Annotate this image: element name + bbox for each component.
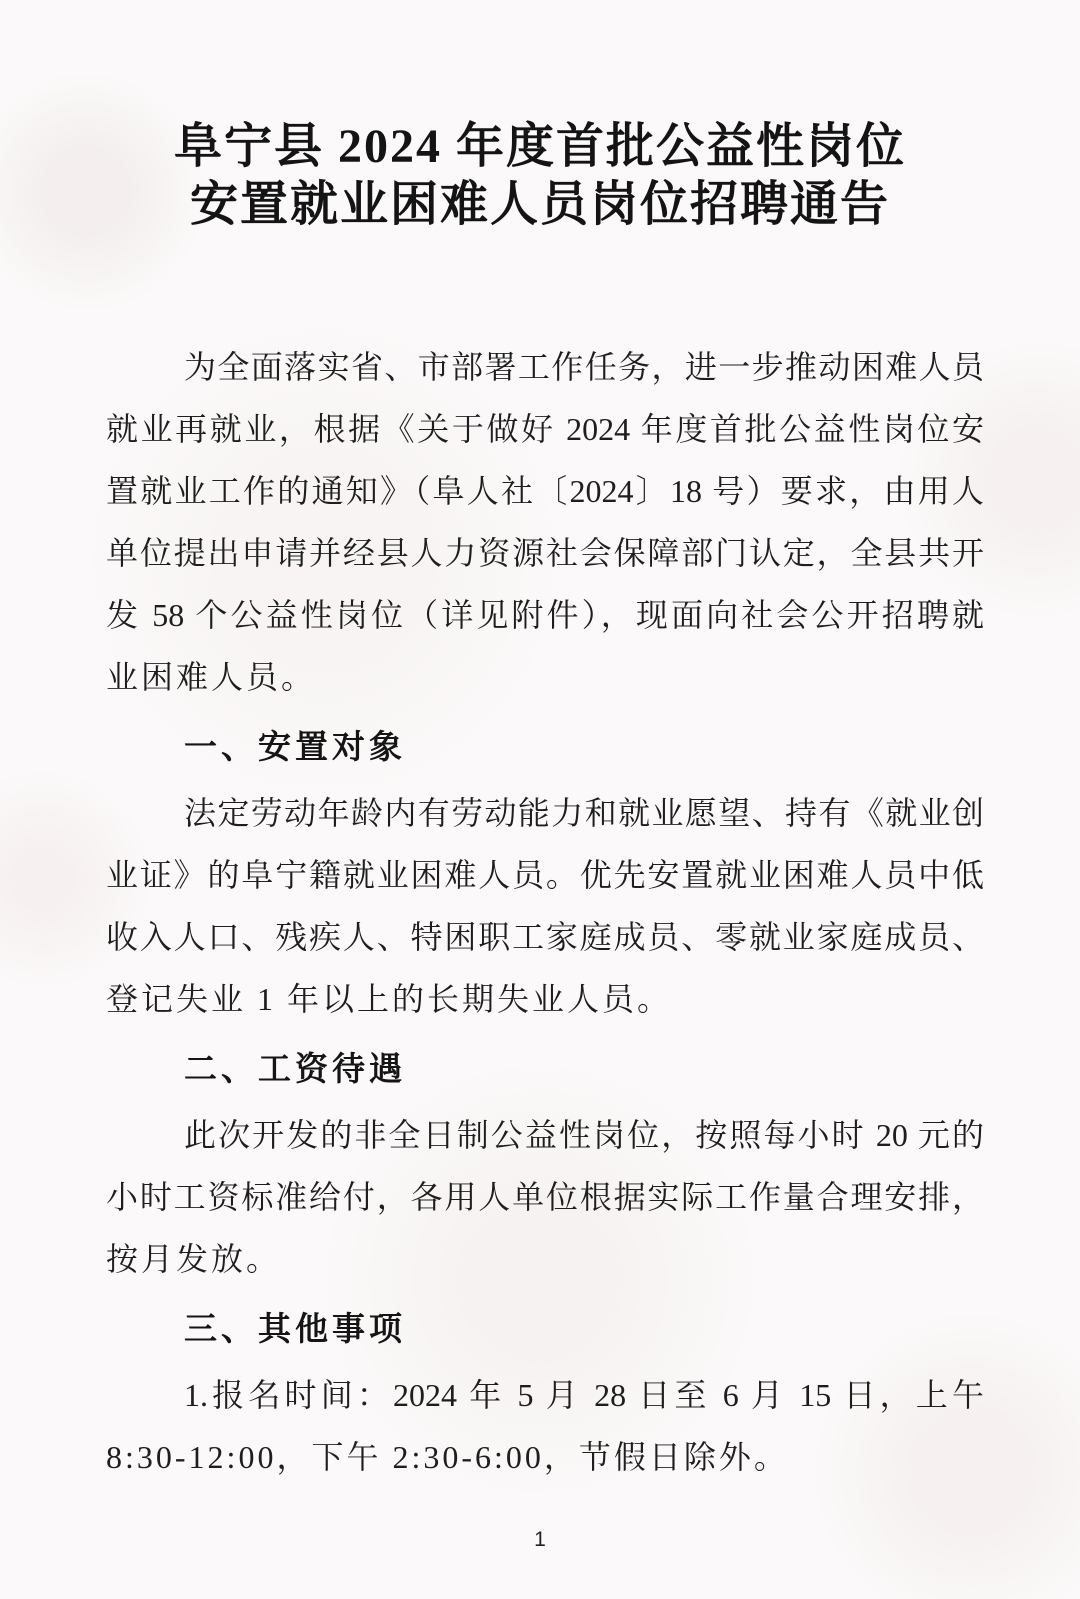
paragraph-other-items <box>106 1364 984 1488</box>
section-heading-2: 二、工资待遇 <box>184 1050 406 1087</box>
paragraph-placement-line-3: 收入人口、残疾人、特困职工家庭成员、零就业家庭成员、 <box>106 919 984 955</box>
paragraph-intro-line-3: 置就业工作的通知》（阜人社〔2024〕18 号）要求，由用人 <box>106 473 984 509</box>
document-body <box>0 336 984 1488</box>
section-heading-3: 三、其他事项 <box>184 1310 406 1347</box>
document-title-line-1: 阜宁县 2024 年度首批公益性岗位 <box>173 120 906 173</box>
paragraph-intro-line-4: 单位提出申请并经县人力资源社会保障部门认定，全县共开 <box>106 535 984 571</box>
paragraph-intro-line-1: 为全面落实省、市部署工作任务，进一步推动困难人员 <box>184 349 984 385</box>
paragraph-placement-line-4: 登记失业 1 年以上的长期失业人员。 <box>106 981 673 1017</box>
document-title <box>0 0 1080 234</box>
paragraph-other-line-2: 8:30-12:00，下午 2:30-6:00，节假日除外。 <box>106 1439 789 1475</box>
paragraph-placement-targets <box>106 782 984 1030</box>
paragraph-salary-line-3: 按月发放。 <box>106 1241 282 1277</box>
paragraph-salary-line-2: 小时工资标准给付，各用人单位根据实际工作量合理安排， <box>106 1179 984 1215</box>
paragraph-placement-line-1: 法定劳动年龄内有劳动能力和就业愿望、持有《就业创 <box>184 795 984 831</box>
paragraph-salary-line-1: 此次开发的非全日制公益性岗位，按照每小时 20 元的 <box>184 1117 984 1153</box>
paragraph-intro-line-2: 就业再就业，根据《关于做好 2024 年度首批公益性岗位安 <box>106 411 984 447</box>
page-number: 1 <box>534 1528 546 1551</box>
paragraph-intro <box>106 336 984 708</box>
paragraph-other-line-1: 1.报名时间：2024 年 5 月 28 日至 6 月 15 日，上午 <box>184 1377 984 1413</box>
paragraph-intro-line-6: 业困难人员。 <box>106 659 317 695</box>
paragraph-salary <box>106 1104 984 1290</box>
section-heading-1: 一、安置对象 <box>184 728 406 765</box>
paragraph-placement-line-2: 业证》的阜宁籍就业困难人员。优先安置就业困难人员中低 <box>106 857 984 893</box>
document-title-line-2: 安置就业困难人员岗位招聘通告 <box>189 178 890 231</box>
paragraph-intro-line-5: 发 58 个公益性岗位（详见附件），现面向社会公开招聘就 <box>106 597 984 633</box>
